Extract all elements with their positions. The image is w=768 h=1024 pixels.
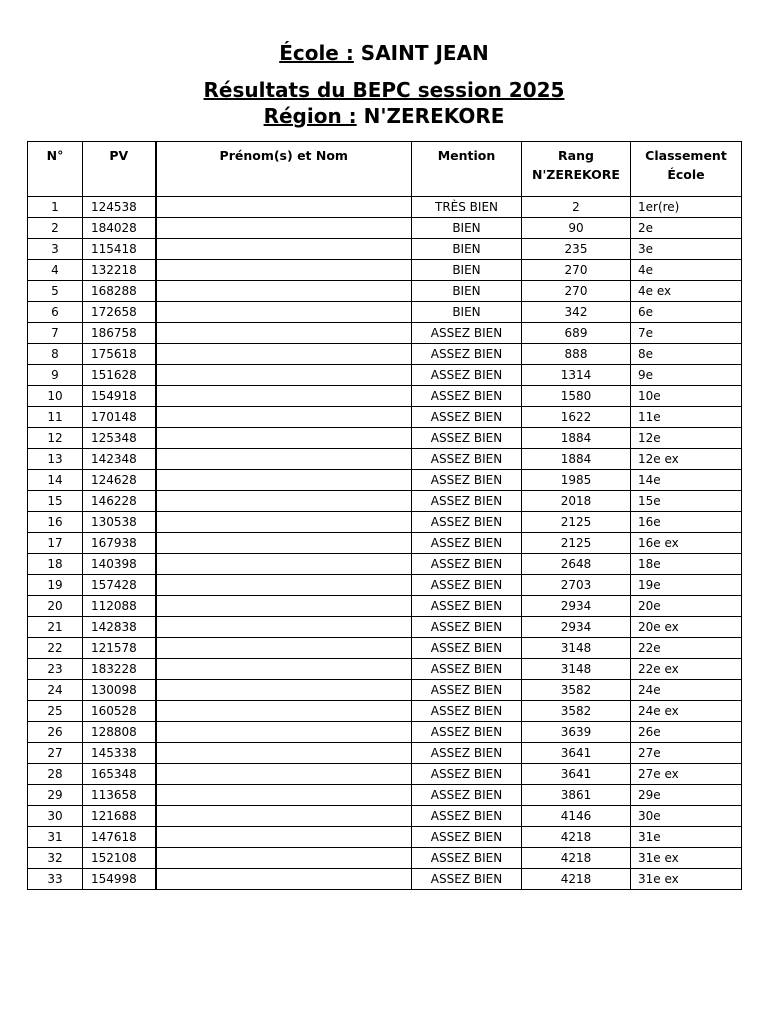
cell-rang: 1884 bbox=[522, 428, 631, 449]
cell-classement: 6e bbox=[631, 302, 742, 323]
table-row bbox=[28, 218, 742, 239]
cell-rang: 2125 bbox=[522, 533, 631, 554]
cell-name bbox=[156, 197, 412, 218]
cell-mention: ASSEZ BIEN bbox=[412, 638, 522, 659]
cell-mention: ASSEZ BIEN bbox=[412, 386, 522, 407]
cell-classement: 18e bbox=[631, 554, 742, 575]
cell-name bbox=[156, 386, 412, 407]
cell-rang: 2934 bbox=[522, 596, 631, 617]
cell-pv: 151628 bbox=[83, 365, 156, 386]
cell-rang: 2703 bbox=[522, 575, 631, 596]
cell-rang: 4218 bbox=[522, 827, 631, 848]
page-title-text: Résultats du BEPC session 2025 bbox=[203, 78, 565, 102]
cell-name bbox=[156, 449, 412, 470]
cell-classement: 31e bbox=[631, 827, 742, 848]
table-row bbox=[28, 659, 742, 680]
cell-classement: 26e bbox=[631, 722, 742, 743]
cell-num: 27 bbox=[28, 743, 83, 764]
table-row bbox=[28, 302, 742, 323]
cell-mention: BIEN bbox=[412, 260, 522, 281]
cell-name bbox=[156, 344, 412, 365]
results-table bbox=[27, 141, 742, 890]
cell-mention: ASSEZ BIEN bbox=[412, 659, 522, 680]
cell-rang: 342 bbox=[522, 302, 631, 323]
cell-num: 26 bbox=[28, 722, 83, 743]
header-rang-line2: N'ZEREKORE bbox=[532, 167, 620, 182]
cell-classement: 19e bbox=[631, 575, 742, 596]
cell-name bbox=[156, 470, 412, 491]
cell-rang: 2018 bbox=[522, 491, 631, 512]
table-header-row bbox=[28, 142, 742, 197]
cell-num: 1 bbox=[28, 197, 83, 218]
cell-pv: 186758 bbox=[83, 323, 156, 344]
cell-mention: ASSEZ BIEN bbox=[412, 491, 522, 512]
cell-num: 8 bbox=[28, 344, 83, 365]
cell-classement: 24e ex bbox=[631, 701, 742, 722]
cell-mention: ASSEZ BIEN bbox=[412, 596, 522, 617]
cell-rang: 2934 bbox=[522, 617, 631, 638]
table-row bbox=[28, 449, 742, 470]
table-row bbox=[28, 512, 742, 533]
table-row bbox=[28, 785, 742, 806]
cell-name bbox=[156, 659, 412, 680]
table-row bbox=[28, 428, 742, 449]
cell-rang: 2125 bbox=[522, 512, 631, 533]
cell-pv: 157428 bbox=[83, 575, 156, 596]
cell-pv: 170148 bbox=[83, 407, 156, 428]
cell-classement: 15e bbox=[631, 491, 742, 512]
cell-classement: 1er(re) bbox=[631, 197, 742, 218]
table-row bbox=[28, 743, 742, 764]
header-rang-line1: Rang bbox=[558, 148, 594, 163]
cell-classement: 7e bbox=[631, 323, 742, 344]
table-row bbox=[28, 281, 742, 302]
school-name: SAINT JEAN bbox=[360, 41, 489, 65]
cell-num: 12 bbox=[28, 428, 83, 449]
cell-rang: 3639 bbox=[522, 722, 631, 743]
cell-pv: 145338 bbox=[83, 743, 156, 764]
table-row bbox=[28, 197, 742, 218]
header-rang bbox=[522, 142, 631, 197]
header-classement bbox=[631, 142, 742, 197]
cell-name bbox=[156, 722, 412, 743]
table-row bbox=[28, 617, 742, 638]
header-classement-line2: École bbox=[667, 167, 705, 182]
table-row bbox=[28, 344, 742, 365]
cell-pv: 175618 bbox=[83, 344, 156, 365]
cell-pv: 172658 bbox=[83, 302, 156, 323]
cell-name bbox=[156, 785, 412, 806]
cell-pv: 125348 bbox=[83, 428, 156, 449]
cell-name bbox=[156, 575, 412, 596]
cell-pv: 121688 bbox=[83, 806, 156, 827]
table-row bbox=[28, 470, 742, 491]
table-row bbox=[28, 239, 742, 260]
cell-pv: 168288 bbox=[83, 281, 156, 302]
cell-classement: 31e ex bbox=[631, 848, 742, 869]
header-classement-line1: Classement bbox=[645, 148, 727, 163]
cell-name bbox=[156, 806, 412, 827]
cell-num: 20 bbox=[28, 596, 83, 617]
cell-mention: ASSEZ BIEN bbox=[412, 323, 522, 344]
table-row bbox=[28, 827, 742, 848]
cell-rang: 2648 bbox=[522, 554, 631, 575]
cell-num: 25 bbox=[28, 701, 83, 722]
table-row bbox=[28, 701, 742, 722]
cell-mention: ASSEZ BIEN bbox=[412, 701, 522, 722]
cell-mention: ASSEZ BIEN bbox=[412, 512, 522, 533]
region-name: N'ZEREKORE bbox=[363, 104, 505, 128]
cell-name bbox=[156, 491, 412, 512]
table-row bbox=[28, 869, 742, 890]
region-heading bbox=[0, 103, 768, 129]
page-title bbox=[0, 77, 768, 103]
cell-rang: 3861 bbox=[522, 785, 631, 806]
cell-name bbox=[156, 848, 412, 869]
cell-num: 9 bbox=[28, 365, 83, 386]
cell-num: 23 bbox=[28, 659, 83, 680]
cell-classement: 11e bbox=[631, 407, 742, 428]
cell-name bbox=[156, 596, 412, 617]
table-row bbox=[28, 386, 742, 407]
cell-num: 21 bbox=[28, 617, 83, 638]
cell-pv: 165348 bbox=[83, 764, 156, 785]
table-row bbox=[28, 323, 742, 344]
cell-name bbox=[156, 239, 412, 260]
cell-classement: 20e ex bbox=[631, 617, 742, 638]
cell-pv: 113658 bbox=[83, 785, 156, 806]
cell-num: 22 bbox=[28, 638, 83, 659]
cell-rang: 270 bbox=[522, 281, 631, 302]
cell-rang: 689 bbox=[522, 323, 631, 344]
cell-mention: TRÈS BIEN bbox=[412, 197, 522, 218]
cell-mention: ASSEZ BIEN bbox=[412, 785, 522, 806]
cell-pv: 142838 bbox=[83, 617, 156, 638]
cell-num: 30 bbox=[28, 806, 83, 827]
cell-mention: BIEN bbox=[412, 302, 522, 323]
cell-pv: 184028 bbox=[83, 218, 156, 239]
cell-classement: 29e bbox=[631, 785, 742, 806]
cell-mention: ASSEZ BIEN bbox=[412, 470, 522, 491]
cell-mention: ASSEZ BIEN bbox=[412, 575, 522, 596]
cell-num: 33 bbox=[28, 869, 83, 890]
cell-mention: ASSEZ BIEN bbox=[412, 617, 522, 638]
cell-classement: 16e ex bbox=[631, 533, 742, 554]
cell-num: 13 bbox=[28, 449, 83, 470]
cell-pv: 140398 bbox=[83, 554, 156, 575]
cell-pv: 167938 bbox=[83, 533, 156, 554]
cell-pv: 152108 bbox=[83, 848, 156, 869]
cell-pv: 130538 bbox=[83, 512, 156, 533]
cell-num: 29 bbox=[28, 785, 83, 806]
cell-num: 15 bbox=[28, 491, 83, 512]
cell-rang: 1580 bbox=[522, 386, 631, 407]
cell-name bbox=[156, 869, 412, 890]
cell-name bbox=[156, 512, 412, 533]
cell-num: 11 bbox=[28, 407, 83, 428]
cell-name bbox=[156, 218, 412, 239]
cell-mention: ASSEZ BIEN bbox=[412, 407, 522, 428]
cell-rang: 888 bbox=[522, 344, 631, 365]
table-row bbox=[28, 806, 742, 827]
cell-classement: 12e ex bbox=[631, 449, 742, 470]
cell-rang: 3582 bbox=[522, 680, 631, 701]
cell-rang: 3148 bbox=[522, 659, 631, 680]
cell-num: 10 bbox=[28, 386, 83, 407]
cell-pv: 121578 bbox=[83, 638, 156, 659]
cell-rang: 3148 bbox=[522, 638, 631, 659]
cell-mention: ASSEZ BIEN bbox=[412, 764, 522, 785]
cell-classement: 16e bbox=[631, 512, 742, 533]
cell-name bbox=[156, 827, 412, 848]
cell-pv: 147618 bbox=[83, 827, 156, 848]
cell-rang: 1622 bbox=[522, 407, 631, 428]
cell-name bbox=[156, 554, 412, 575]
cell-name bbox=[156, 365, 412, 386]
cell-num: 6 bbox=[28, 302, 83, 323]
cell-classement: 8e bbox=[631, 344, 742, 365]
cell-num: 4 bbox=[28, 260, 83, 281]
cell-num: 2 bbox=[28, 218, 83, 239]
cell-num: 3 bbox=[28, 239, 83, 260]
cell-pv: 124628 bbox=[83, 470, 156, 491]
cell-num: 5 bbox=[28, 281, 83, 302]
cell-num: 24 bbox=[28, 680, 83, 701]
cell-pv: 142348 bbox=[83, 449, 156, 470]
cell-name bbox=[156, 323, 412, 344]
header-pv: PV bbox=[83, 142, 156, 197]
cell-mention: ASSEZ BIEN bbox=[412, 848, 522, 869]
table-row bbox=[28, 554, 742, 575]
cell-pv: 183228 bbox=[83, 659, 156, 680]
cell-rang: 235 bbox=[522, 239, 631, 260]
cell-name bbox=[156, 281, 412, 302]
table-row bbox=[28, 638, 742, 659]
cell-classement: 3e bbox=[631, 239, 742, 260]
cell-mention: ASSEZ BIEN bbox=[412, 827, 522, 848]
cell-mention: ASSEZ BIEN bbox=[412, 869, 522, 890]
cell-classement: 27e bbox=[631, 743, 742, 764]
cell-num: 18 bbox=[28, 554, 83, 575]
cell-num: 17 bbox=[28, 533, 83, 554]
cell-name bbox=[156, 743, 412, 764]
school-heading bbox=[0, 40, 768, 66]
cell-classement: 10e bbox=[631, 386, 742, 407]
cell-name bbox=[156, 701, 412, 722]
cell-classement: 27e ex bbox=[631, 764, 742, 785]
cell-pv: 146228 bbox=[83, 491, 156, 512]
header-name: Prénom(s) et Nom bbox=[156, 142, 412, 197]
cell-classement: 12e bbox=[631, 428, 742, 449]
cell-classement: 2e bbox=[631, 218, 742, 239]
table-row bbox=[28, 722, 742, 743]
cell-rang: 4146 bbox=[522, 806, 631, 827]
cell-name bbox=[156, 407, 412, 428]
cell-classement: 31e ex bbox=[631, 869, 742, 890]
cell-num: 19 bbox=[28, 575, 83, 596]
cell-num: 32 bbox=[28, 848, 83, 869]
cell-num: 31 bbox=[28, 827, 83, 848]
cell-mention: ASSEZ BIEN bbox=[412, 722, 522, 743]
cell-rang: 3582 bbox=[522, 701, 631, 722]
cell-name bbox=[156, 764, 412, 785]
cell-num: 16 bbox=[28, 512, 83, 533]
cell-mention: BIEN bbox=[412, 239, 522, 260]
cell-pv: 124538 bbox=[83, 197, 156, 218]
cell-mention: ASSEZ BIEN bbox=[412, 428, 522, 449]
cell-mention: BIEN bbox=[412, 218, 522, 239]
cell-rang: 3641 bbox=[522, 764, 631, 785]
cell-classement: 20e bbox=[631, 596, 742, 617]
cell-classement: 22e bbox=[631, 638, 742, 659]
header-mention: Mention bbox=[412, 142, 522, 197]
cell-rang: 4218 bbox=[522, 848, 631, 869]
table-row bbox=[28, 680, 742, 701]
cell-rang: 1314 bbox=[522, 365, 631, 386]
cell-num: 7 bbox=[28, 323, 83, 344]
cell-rang: 270 bbox=[522, 260, 631, 281]
cell-mention: BIEN bbox=[412, 281, 522, 302]
cell-rang: 4218 bbox=[522, 869, 631, 890]
cell-pv: 130098 bbox=[83, 680, 156, 701]
table-row bbox=[28, 848, 742, 869]
cell-mention: ASSEZ BIEN bbox=[412, 680, 522, 701]
cell-rang: 2 bbox=[522, 197, 631, 218]
cell-classement: 4e bbox=[631, 260, 742, 281]
cell-name bbox=[156, 428, 412, 449]
table-row bbox=[28, 596, 742, 617]
cell-pv: 132218 bbox=[83, 260, 156, 281]
cell-classement: 9e bbox=[631, 365, 742, 386]
cell-classement: 4e ex bbox=[631, 281, 742, 302]
cell-rang: 3641 bbox=[522, 743, 631, 764]
table-row bbox=[28, 491, 742, 512]
table-row bbox=[28, 533, 742, 554]
cell-mention: ASSEZ BIEN bbox=[412, 449, 522, 470]
table-body bbox=[28, 197, 742, 890]
cell-mention: ASSEZ BIEN bbox=[412, 806, 522, 827]
cell-num: 14 bbox=[28, 470, 83, 491]
cell-rang: 1884 bbox=[522, 449, 631, 470]
header-num: N° bbox=[28, 142, 83, 197]
table-row bbox=[28, 764, 742, 785]
cell-name bbox=[156, 638, 412, 659]
cell-pv: 128808 bbox=[83, 722, 156, 743]
table-row bbox=[28, 407, 742, 428]
table-row bbox=[28, 575, 742, 596]
cell-name bbox=[156, 260, 412, 281]
cell-num: 28 bbox=[28, 764, 83, 785]
table-row bbox=[28, 365, 742, 386]
cell-mention: ASSEZ BIEN bbox=[412, 554, 522, 575]
cell-classement: 24e bbox=[631, 680, 742, 701]
cell-rang: 90 bbox=[522, 218, 631, 239]
school-label: École : bbox=[279, 41, 354, 65]
cell-rang: 1985 bbox=[522, 470, 631, 491]
cell-classement: 30e bbox=[631, 806, 742, 827]
region-label: Région : bbox=[263, 104, 357, 128]
table-row bbox=[28, 260, 742, 281]
cell-pv: 160528 bbox=[83, 701, 156, 722]
cell-name bbox=[156, 302, 412, 323]
cell-mention: ASSEZ BIEN bbox=[412, 344, 522, 365]
cell-pv: 154918 bbox=[83, 386, 156, 407]
cell-pv: 154998 bbox=[83, 869, 156, 890]
cell-classement: 14e bbox=[631, 470, 742, 491]
cell-pv: 115418 bbox=[83, 239, 156, 260]
cell-name bbox=[156, 533, 412, 554]
cell-mention: ASSEZ BIEN bbox=[412, 365, 522, 386]
cell-mention: ASSEZ BIEN bbox=[412, 533, 522, 554]
cell-name bbox=[156, 680, 412, 701]
cell-name bbox=[156, 617, 412, 638]
cell-classement: 22e ex bbox=[631, 659, 742, 680]
cell-mention: ASSEZ BIEN bbox=[412, 743, 522, 764]
cell-pv: 112088 bbox=[83, 596, 156, 617]
